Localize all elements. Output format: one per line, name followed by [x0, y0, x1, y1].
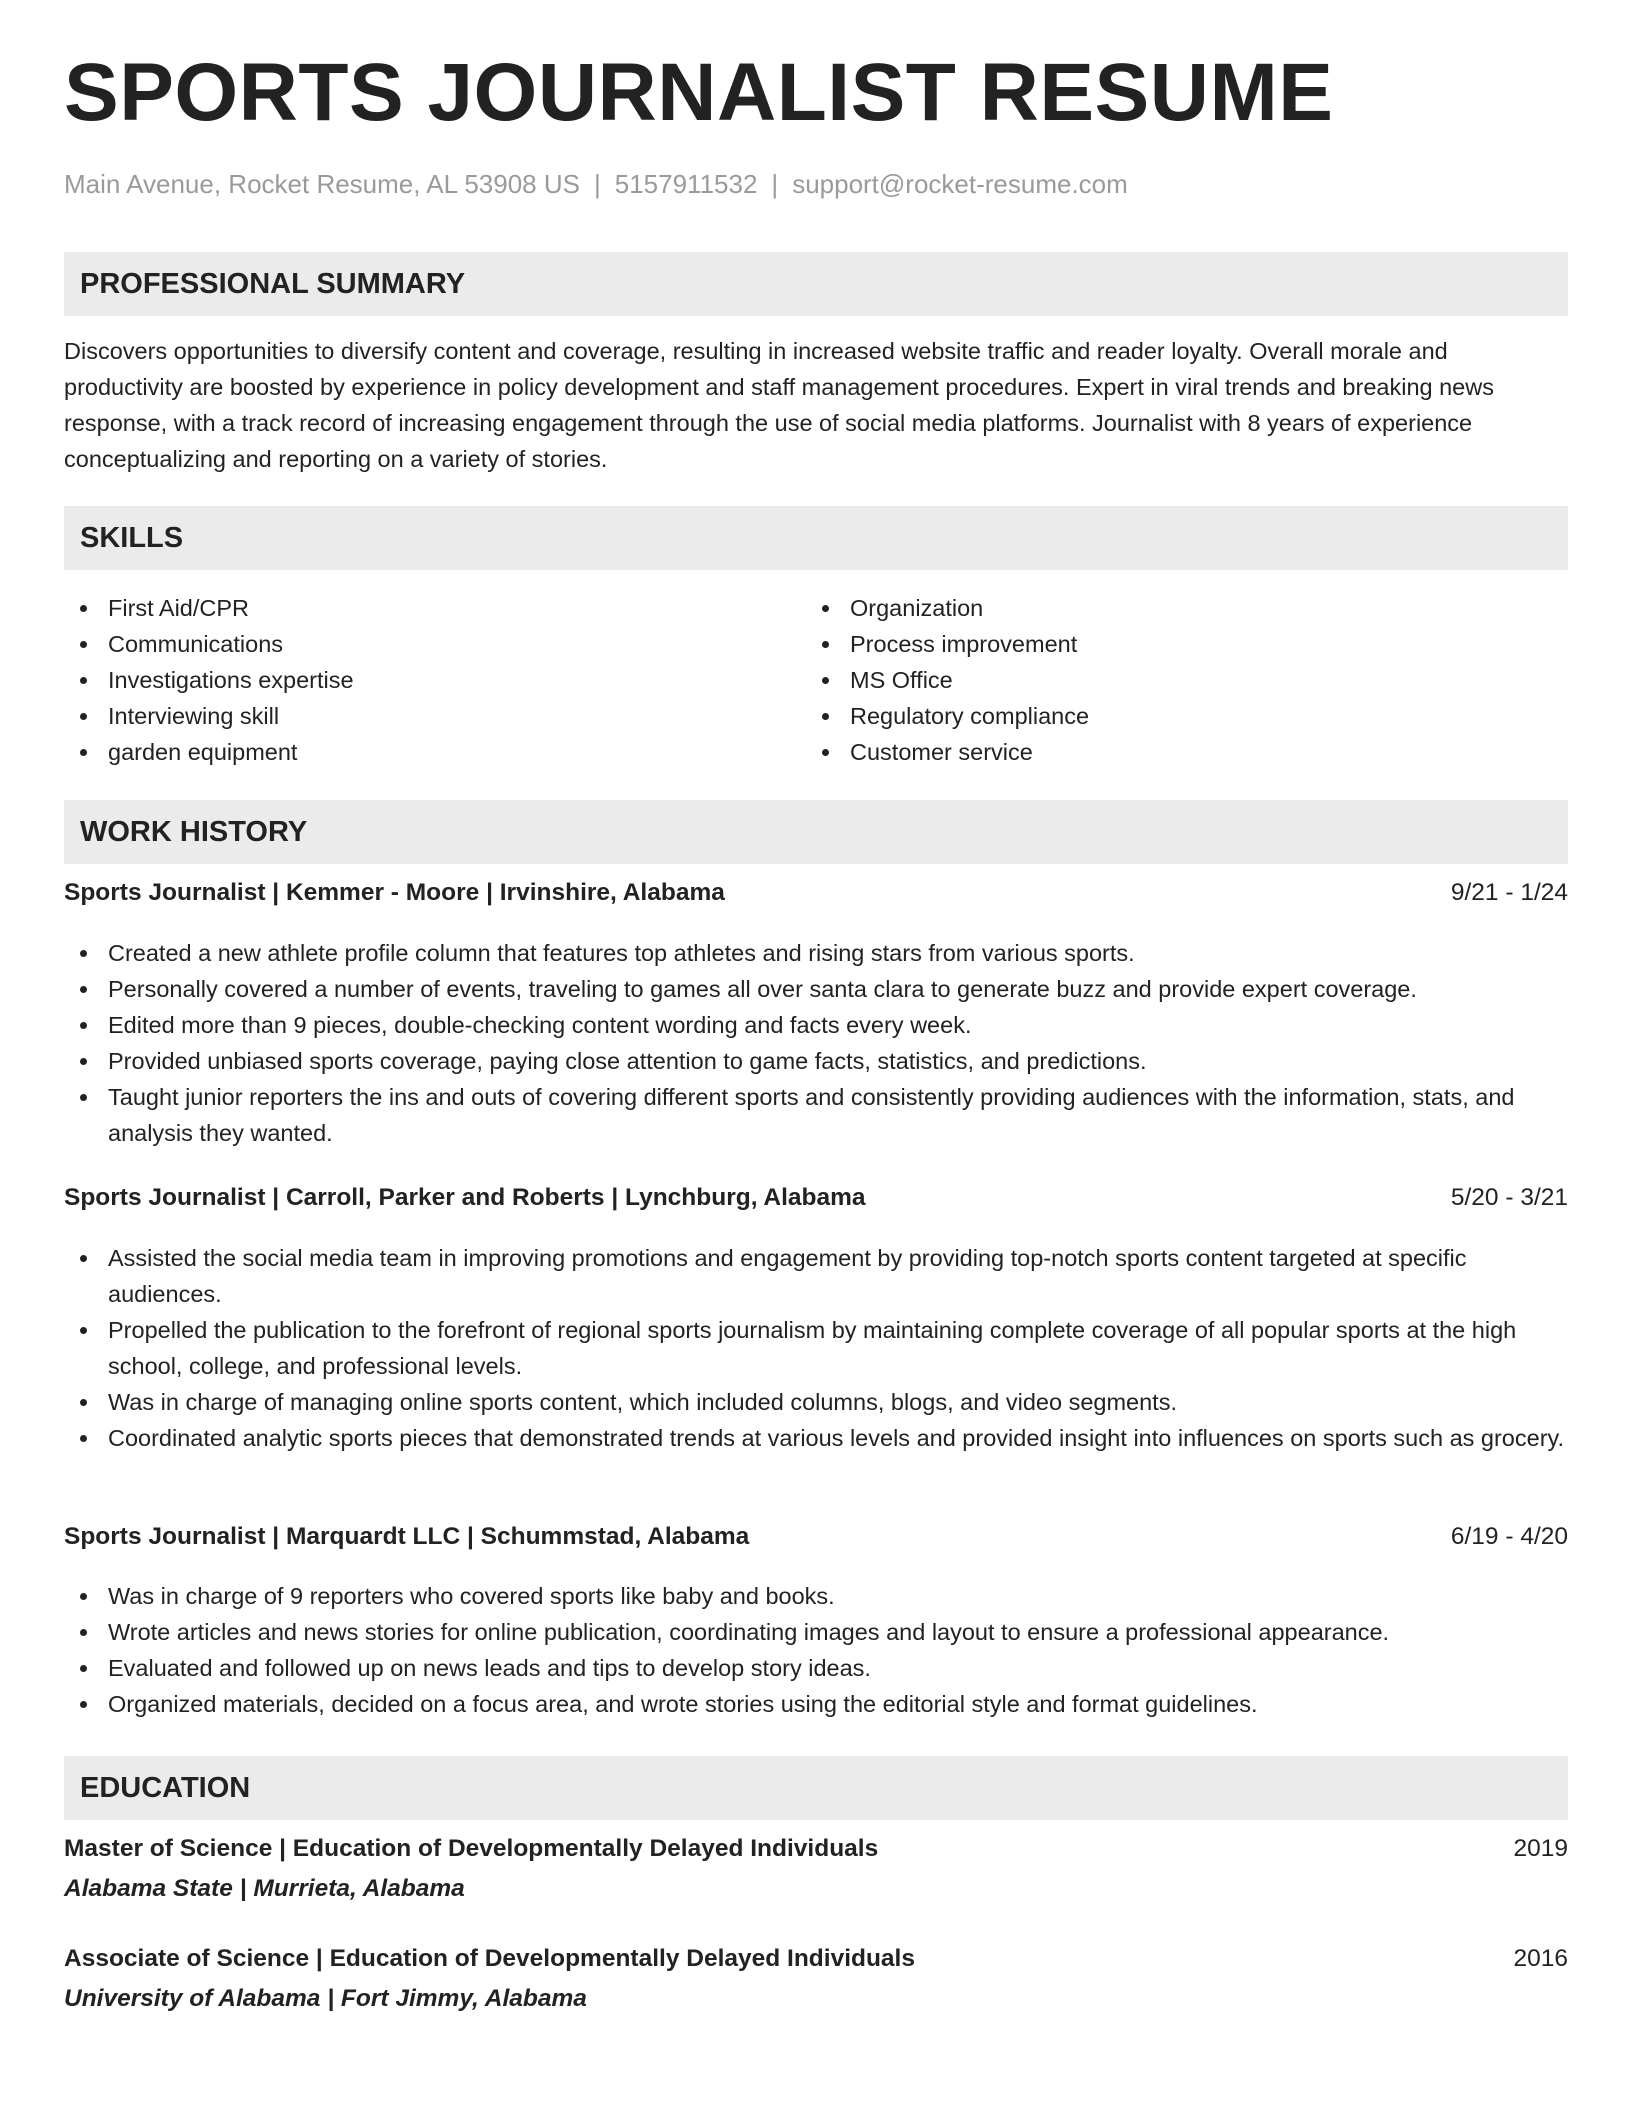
job-heading [64, 1520, 1568, 1554]
education-degree-row [64, 1942, 1568, 1976]
job-dates: 5/20 - 3/21 [1450, 1184, 1568, 1211]
skill-item: Regulatory compliance [806, 698, 1506, 734]
skills-list-right [806, 590, 1506, 770]
section-heading-skills: SKILLS [64, 506, 1568, 570]
skill-item: Customer service [806, 734, 1506, 770]
job-bullet-list [64, 935, 1568, 1151]
education-degree-row [64, 1832, 1568, 1866]
job-bullet-list [64, 1240, 1568, 1456]
section-heading-summary: PROFESSIONAL SUMMARY [64, 252, 1568, 316]
job-bullet: Provided unbiased sports coverage, paying close attention to game facts, statistics, and predictions. [64, 1043, 1568, 1079]
education-degree: Master of Science | Education of Developmentally Delayed Individuals [64, 1835, 879, 1862]
skill-item: Interviewing skill [64, 698, 764, 734]
job-dates: 6/19 - 4/20 [1450, 1523, 1568, 1550]
job-bullet-list [64, 1578, 1568, 1722]
job-bullet: Organized materials, decided on a focus area, and wrote stories using the editorial style and format guidelines. [64, 1686, 1568, 1722]
contact-separator: | [593, 169, 601, 199]
skill-item: Investigations expertise [64, 662, 764, 698]
contact-line [64, 168, 1128, 200]
skill-item: First Aid/CPR [64, 590, 764, 626]
job-bullet: Personally covered a number of events, traveling to games all over santa clara to generate buzz and provide expert coverage. [64, 971, 1568, 1007]
job-heading [64, 876, 1568, 910]
skill-item: Communications [64, 626, 764, 662]
skills-list-left [64, 590, 764, 770]
job-bullet: Coordinated analytic sports pieces that demonstrated trends at various levels and provided insight into influences on sports such as grocery. [64, 1420, 1568, 1456]
job-bullet: Created a new athlete profile column that features top athletes and rising stars from various sports. [64, 935, 1568, 971]
job-bullet: Evaluated and followed up on news leads and tips to develop story ideas. [64, 1650, 1568, 1686]
contact-email: support@rocket-resume.com [792, 169, 1128, 199]
section-heading-education: EDUCATION [64, 1756, 1568, 1820]
job-title: Sports Journalist | Marquardt LLC | Schummstad, Alabama [64, 1523, 750, 1550]
summary-text: Discovers opportunities to diversify content and coverage, resulting in increased website traffic and reader loyalty. Overall morale and productivity are boosted by experience in policy development and staff management procedures. Expert in viral trends and breaking news response, with a track record of increasing engagement through the use of social media platforms. Journalist with 8 years of experience conceptualizing and reporting on a variety of stories. [64, 338, 1494, 472]
job-bullet: Wrote articles and news stories for online publication, coordinating images and layout to ensure a professional appearance. [64, 1614, 1568, 1650]
job-bullet: Taught junior reporters the ins and outs of covering different sports and consistently providing audiences with the information, stats, and analysis they wanted. [64, 1079, 1568, 1151]
education-school: Alabama State | Murrieta, Alabama [64, 1875, 465, 1902]
contact-phone: 5157911532 [614, 169, 758, 199]
education-year: 2019 [1513, 1835, 1568, 1862]
section-heading-work-history: WORK HISTORY [64, 800, 1568, 864]
skill-item: Process improvement [806, 626, 1506, 662]
job-title: Sports Journalist | Carroll, Parker and Roberts | Lynchburg, Alabama [64, 1184, 866, 1211]
job-title: Sports Journalist | Kemmer - Moore | Irvinshire, Alabama [64, 879, 725, 906]
resume-title: SPORTS JOURNALIST RESUME [64, 47, 1334, 138]
job-bullet: Assisted the social media team in improving promotions and engagement by providing top-notch sports content targeted at specific audiences. [64, 1240, 1568, 1312]
education-school: University of Alabama | Fort Jimmy, Alabama [64, 1985, 587, 2012]
education-year: 2016 [1513, 1945, 1568, 1972]
job-bullet: Was in charge of managing online sports content, which included columns, blogs, and video segments. [64, 1384, 1568, 1420]
skill-item: Organization [806, 590, 1506, 626]
job-heading [64, 1181, 1568, 1215]
job-bullet: Was in charge of 9 reporters who covered sports like baby and books. [64, 1578, 1568, 1614]
skill-item: MS Office [806, 662, 1506, 698]
job-bullet: Edited more than 9 pieces, double-checking content wording and facts every week. [64, 1007, 1568, 1043]
education-degree: Associate of Science | Education of Developmentally Delayed Individuals [64, 1945, 915, 1972]
job-dates: 9/21 - 1/24 [1450, 879, 1568, 906]
skill-item: garden equipment [64, 734, 764, 770]
contact-address: Main Avenue, Rocket Resume, AL 53908 US [64, 169, 580, 199]
job-bullet: Propelled the publication to the forefront of regional sports journalism by maintaining complete coverage of all popular sports at the high school, college, and professional levels. [64, 1312, 1568, 1384]
contact-separator: | [771, 169, 779, 199]
